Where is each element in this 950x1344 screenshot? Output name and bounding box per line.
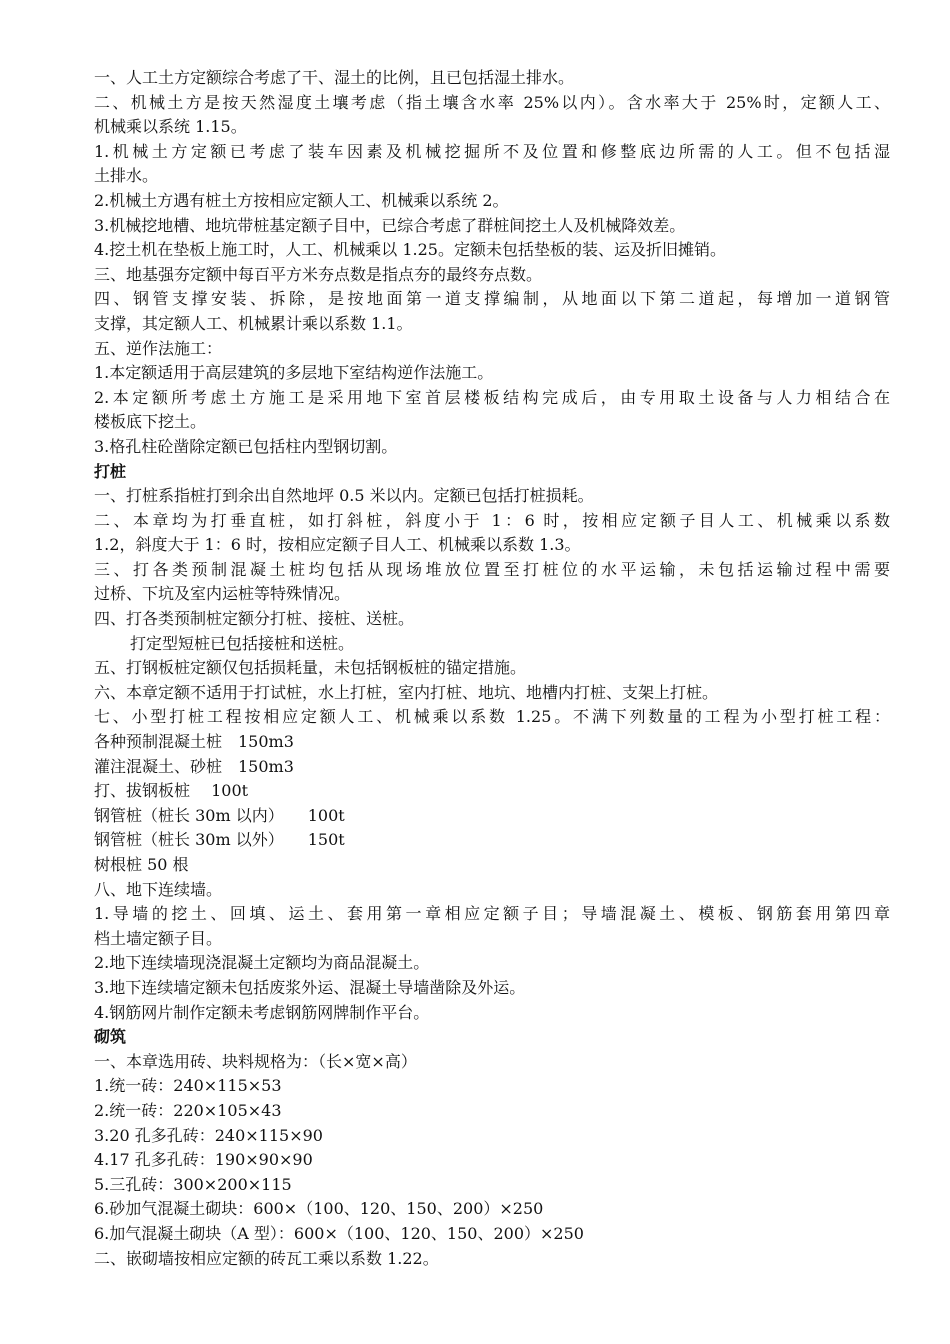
- text-line: 一、人工土方定额综合考虑了干、湿土的比例，且已包括湿土排水。: [94, 68, 575, 87]
- text-line: 灌注混凝土、砂桩 150m3: [94, 756, 294, 776]
- text-line: 四、打各类预制桩定额分打桩、接桩、送桩。: [94, 609, 415, 629]
- text-line: 2.统一砖：220×105×43: [94, 1100, 282, 1120]
- text-line: 二、嵌砌墙按相应定额的砖瓦工乘以系数 1.22。: [94, 1248, 439, 1268]
- text-line: 钢管桩（桩长 30m 以内） 100t: [94, 805, 345, 825]
- text-line: 七、小型打桩工程按相应定额人工、机械乘以系数 1.25。不满下列数量的工程为小型打桩工程：: [94, 707, 890, 727]
- text-line: 八、地下连续墙。: [94, 879, 223, 899]
- text-line: 三、打各类预制混凝土桩均包括从现场堆放位置至打桩位的水平运输，未包括运输过程中需要: [94, 559, 890, 579]
- text-line: 钢管桩（桩长 30m 以外） 150t: [94, 830, 345, 850]
- text-line: 1.导墙的挖土、回填、运土、套用第一章相应定额子目；导墙混凝土、模板、钢筋套用第四章: [94, 904, 890, 924]
- text-line: 楼板底下挖土。: [94, 412, 207, 432]
- text-line: 6.加气混凝土砌块（A 型）：600×（100、120、150、200）×250: [94, 1223, 584, 1243]
- section-heading: 打桩: [94, 461, 127, 481]
- text-line: 4.钢筋网片制作定额未考虑钢筋网牌制作平台。: [94, 1002, 430, 1022]
- text-line: 1.机械土方定额已考虑了装车因素及机械挖掘所不及位置和修整底边所需的人工。但不包括湿: [94, 141, 890, 161]
- text-line: 5.三孔砖：300×200×115: [94, 1174, 292, 1194]
- text-line: 一、本章选用砖、块料规格为：（长×宽×高）: [94, 1051, 417, 1071]
- text-line: 2.地下连续墙现浇混凝土定额均为商品混凝土。: [94, 953, 430, 973]
- text-line: 土排水。: [94, 166, 159, 186]
- text-line: 3.地下连续墙定额未包括废浆外运、混凝土导墙凿除及外运。: [94, 977, 526, 997]
- text-line: 打、拔钢板桩 100t: [94, 781, 249, 801]
- text-line: 1.2，斜度大于 1：6 时，按相应定额子目人工、机械乘以系数 1.3。: [94, 535, 581, 555]
- text-line: 过桥、下坑及室内运桩等特殊情况。: [94, 584, 351, 604]
- text-line: 4.17 孔多孔砖：190×90×90: [94, 1150, 313, 1170]
- document-page: [94, 66, 890, 1271]
- text-line: 二、本章均为打垂直桩，如打斜桩，斜度小于 1：6 时，按相应定额子目人工、机械乘以系数: [94, 510, 890, 530]
- text-line: 各种预制混凝土桩 150m3: [94, 732, 294, 752]
- text-line: 2.本定额所考虑土方施工是采用地下室首层楼板结构完成后，由专用取土设备与人力相结合在: [94, 387, 890, 407]
- text-line: 机械乘以系统 1.15。: [94, 117, 247, 137]
- text-line: 支撑，其定额人工、机械累计乘以系数 1.1。: [94, 313, 413, 333]
- text-line: 树根桩 50 根: [94, 855, 189, 874]
- text-line: 1.统一砖：240×115×53: [94, 1076, 282, 1096]
- text-line: 2.机械土方遇有桩土方按相应定额人工、机械乘以系统 2。: [94, 190, 509, 210]
- text-line: 3.格孔柱砼凿除定额已包括柱内型钢切割。: [94, 436, 398, 456]
- text-line: 五、打钢板桩定额仅包括损耗量，未包括钢板桩的锚定措施。: [94, 658, 527, 678]
- text-line: 3.20 孔多孔砖：240×115×90: [94, 1125, 323, 1145]
- text-line: 3.机械挖地槽、地坑带桩基定额子目中，已综合考虑了群桩间挖土人及机械降效差。: [94, 215, 686, 235]
- text-line: 五、逆作法施工：: [94, 338, 223, 358]
- text-line: 二、机械土方是按天然湿度土壤考虑（指土壤含水率 25%以内）。含水率大于 25%时，定额人工、: [94, 92, 890, 112]
- text-line: 6.砂加气混凝土砌块：600×（100、120、150、200）×250: [94, 1199, 544, 1219]
- text-line: 1.本定额适用于高层建筑的多层地下室结构逆作法施工。: [94, 363, 494, 383]
- text-line: 三、地基强夯定额中每百平方米夯点数是指点夯的最终夯点数。: [94, 264, 543, 284]
- text-line: 一、打桩系指桩打到余出自然地坪 0.5 米以内。定额已包括打桩损耗。: [94, 486, 594, 506]
- text-line: 档土墙定额子目。: [94, 928, 223, 948]
- text-line: 4.挖土机在垫板上施工时，人工、机械乘以 1.25。定额未包括垫板的装、运及折旧摊销。: [94, 240, 726, 260]
- text-line: 六、本章定额不适用于打试桩，水上打桩，室内打桩、地坑、地槽内打桩、支架上打桩。: [94, 682, 719, 702]
- section-heading: 砌筑: [94, 1027, 127, 1047]
- text-line: 打定型短桩已包括接桩和送桩。: [130, 633, 355, 653]
- text-line: 四、钢管支撑安装、拆除，是按地面第一道支撑编制，从地面以下第二道起，每增加一道钢管: [94, 289, 890, 309]
